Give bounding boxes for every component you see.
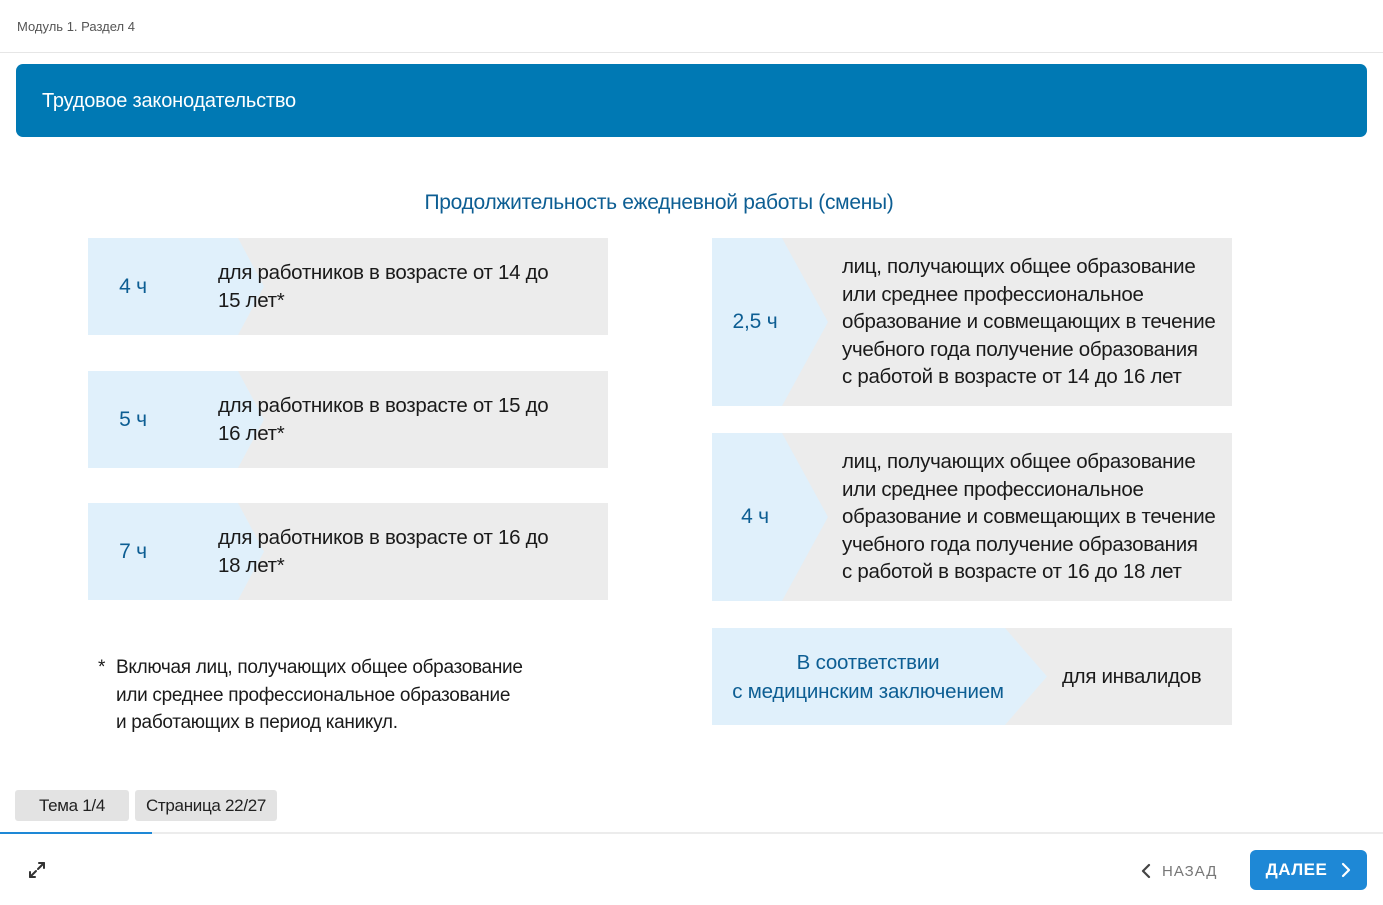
topic-counter: Тема 1/4: [15, 790, 129, 821]
card-text: лиц, получающих общее образование или среднее профессиональное образование и совмещающих в течение учебного года получение образования с работой в возрасте от 14 до 16 лет: [842, 255, 1216, 389]
duration-card: [88, 238, 608, 335]
expand-icon: [26, 859, 48, 881]
next-button[interactable]: [1250, 850, 1367, 890]
back-button-label: НАЗАД: [1162, 862, 1218, 880]
card-text: для работников в возрасте от 15 до 16 лет*: [218, 394, 549, 445]
card-hours: 4 ч: [741, 505, 769, 528]
progress-fill: [0, 832, 152, 834]
back-button[interactable]: [1140, 856, 1217, 886]
card-hours: 2,5 ч: [732, 310, 778, 333]
page-counter: Страница 22/27: [135, 790, 277, 821]
chevron-right-icon: [1341, 862, 1351, 878]
top-bar: [0, 0, 1383, 53]
card-text: для работников в возрасте от 16 до 18 лет*: [218, 526, 549, 577]
disabled-card-text: для инвалидов: [1062, 664, 1202, 688]
footnote-line: Включая лиц, получающих общее образование: [116, 657, 523, 678]
disabled-card: [712, 628, 1232, 725]
card-text: лиц, получающих общее образование или среднее профессиональное образование и совмещающих в течение учебного года получение образования с работой в возрасте от 16 до 18 лет: [842, 450, 1216, 584]
next-button-label: ДАЛЕЕ: [1265, 860, 1328, 879]
duration-card: [88, 503, 608, 600]
page-title: Трудовое законодательство: [42, 90, 296, 112]
card-hours: 7 ч: [119, 539, 147, 563]
card-hours: 4 ч: [119, 274, 147, 298]
card-hours: 5 ч: [119, 407, 147, 431]
disabled-card-label: В соответствии с медицинским заключением: [732, 650, 1004, 703]
section-title: Продолжительность ежедневной работы (смены): [424, 191, 894, 214]
duration-card: [88, 371, 608, 468]
footnote-line: и работающих в период каникул.: [116, 712, 398, 733]
footnote-line: или среднее профессиональное образование: [116, 684, 511, 706]
footnote-marker: *: [98, 657, 106, 678]
duration-card: [712, 238, 1232, 406]
card-text: для работников в возрасте от 14 до 15 лет*: [218, 261, 549, 312]
fullscreen-button[interactable]: [26, 859, 48, 881]
duration-card: [712, 433, 1232, 601]
chevron-left-icon: [1140, 863, 1152, 879]
breadcrumb: Модуль 1. Раздел 4: [17, 19, 135, 34]
lesson-header: [16, 64, 1367, 137]
progress-bar: [0, 832, 1383, 834]
